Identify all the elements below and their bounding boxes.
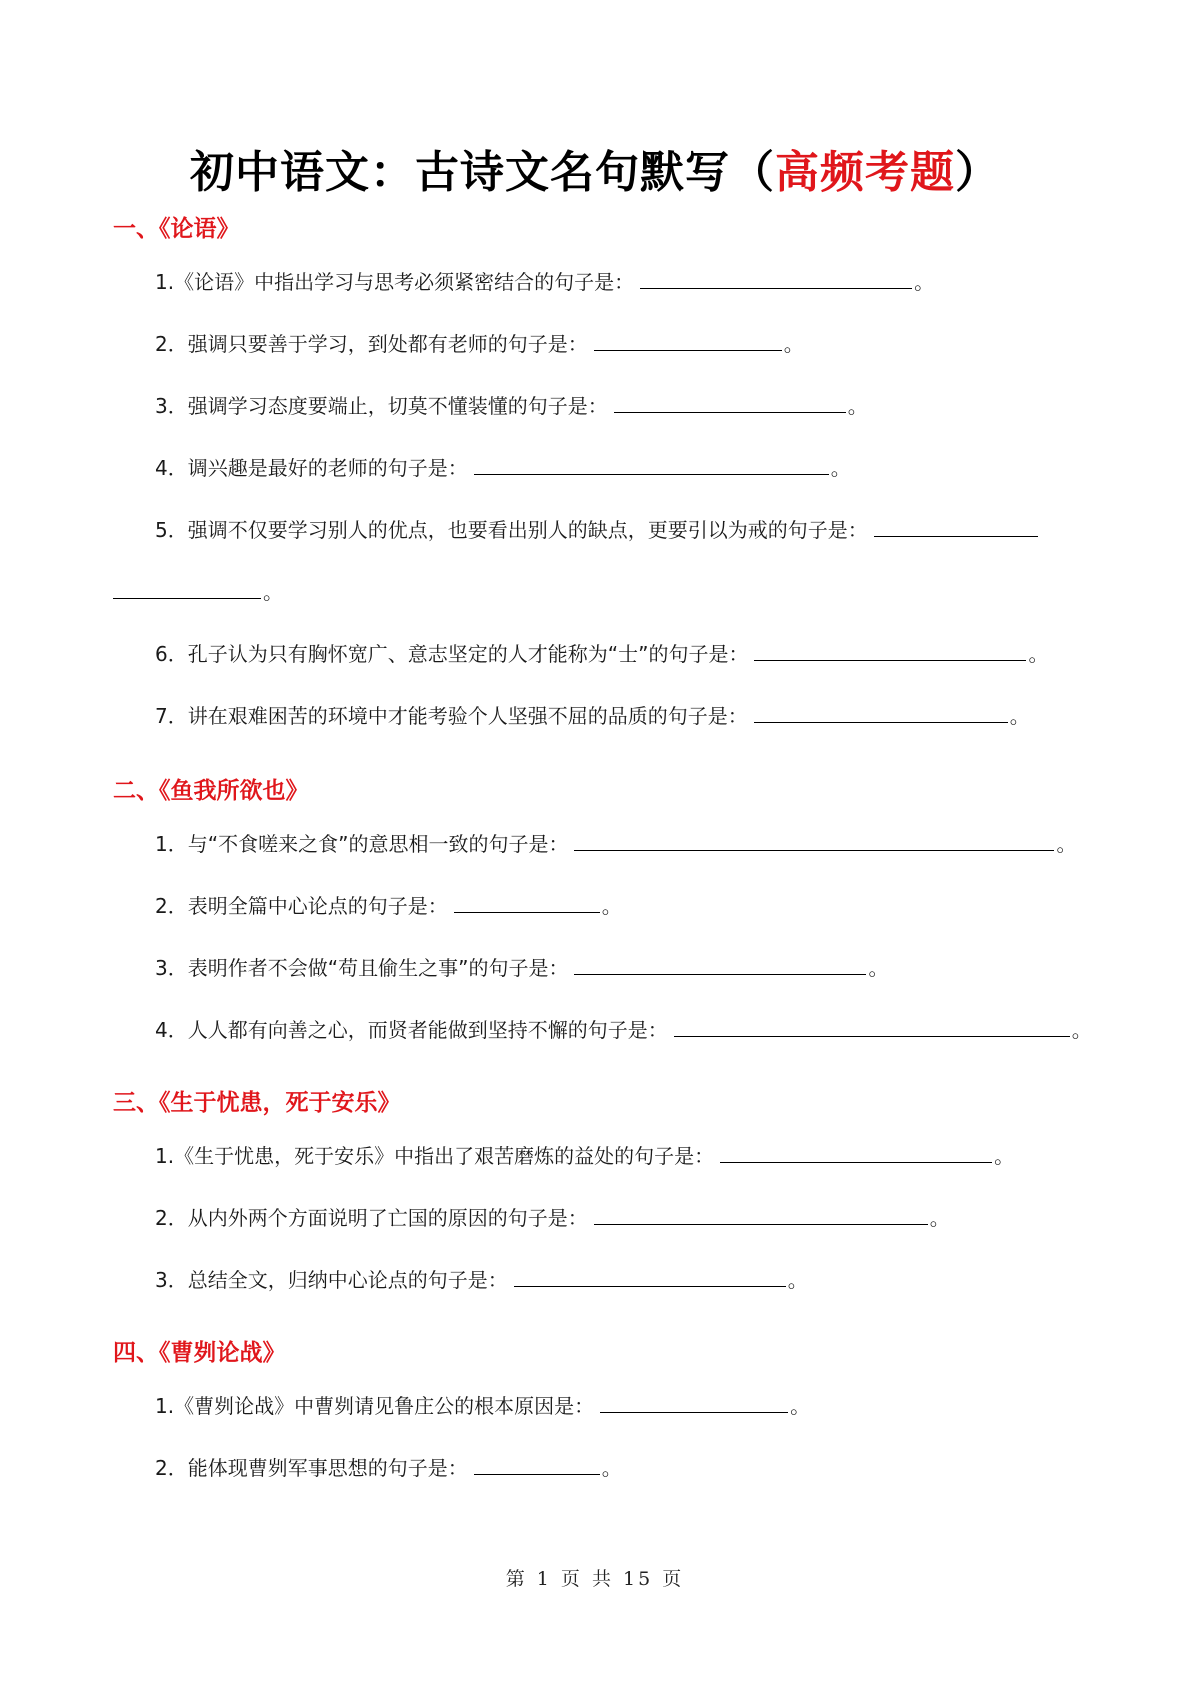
question-item: 1．与“不食嗟来之食”的意思相一致的句子是： 。: [155, 832, 1077, 856]
question-item: 3．强调学习态度要端止，切莫不懂装懂的句子是： 。: [155, 394, 868, 418]
answer-blank[interactable]: [594, 330, 782, 351]
section-heading-lunyu: 一、《论语》: [113, 216, 240, 242]
section-heading-caogui: 四、《曹刿论战》: [113, 1340, 286, 1366]
question-item: 4．调兴趣是最好的老师的句子是： 。: [155, 456, 851, 480]
answer-blank[interactable]: [474, 1454, 600, 1475]
answer-blank[interactable]: [754, 640, 1026, 661]
answer-blank[interactable]: [454, 892, 600, 913]
question-item: 2．能体现曹刿军事思想的句子是： 。: [155, 1456, 622, 1480]
answer-blank[interactable]: [874, 516, 1038, 537]
answer-blank[interactable]: [754, 702, 1008, 723]
question-item: 3．表明作者不会做“苟且偷生之事”的句子是： 。: [155, 956, 889, 980]
answer-blank[interactable]: [574, 830, 1054, 851]
title-highlight: 高频考题: [775, 147, 955, 198]
question-continuation: 。: [113, 578, 283, 606]
answer-blank[interactable]: [574, 954, 866, 975]
answer-blank[interactable]: [474, 454, 829, 475]
page-title: 初中语文：古诗文名句默写（高频考题）: [190, 147, 1000, 198]
answer-blank[interactable]: [674, 1016, 1070, 1037]
answer-blank[interactable]: [600, 1392, 788, 1413]
question-item: 5．强调不仅要学习别人的优点，也要看出别人的缺点，更要引以为戒的句子是：: [155, 516, 1040, 544]
section-heading-shengyuyouhuan: 三、《生于忧患，死于安乐》: [113, 1090, 401, 1116]
question-item: 2．表明全篇中心论点的句子是： 。: [155, 894, 622, 918]
question-item: 4．人人都有向善之心，而贤者能做到坚持不懈的句子是： 。: [155, 1018, 1092, 1042]
page-footer: 第 1 页 共 15 页: [505, 1568, 685, 1590]
question-item: 1.《曹刿论战》中曹刿请见鲁庄公的根本原因是： 。: [155, 1394, 811, 1418]
question-item: 3．总结全文，归纳中心论点的句子是： 。: [155, 1268, 808, 1292]
answer-blank[interactable]: [113, 578, 261, 599]
answer-blank[interactable]: [614, 392, 846, 413]
question-item: 2．从内外两个方面说明了亡国的原因的句子是： 。: [155, 1206, 950, 1230]
answer-blank[interactable]: [640, 268, 912, 289]
section-heading-yuwosuoyuye: 二、《鱼我所欲也》: [113, 778, 309, 804]
answer-blank[interactable]: [720, 1142, 992, 1163]
question-item: 2．强调只要善于学习，到处都有老师的句子是： 。: [155, 332, 804, 356]
answer-blank[interactable]: [594, 1204, 928, 1225]
question-item: 1.《论语》中指出学习与思考必须紧密结合的句子是： 。: [155, 270, 935, 294]
answer-blank[interactable]: [514, 1266, 786, 1287]
question-item: 6．孔子认为只有胸怀宽广、意志坚定的人才能称为“士”的句子是： 。: [155, 642, 1049, 666]
question-item: 7．讲在艰难困苦的环境中才能考验个人坚强不屈的品质的句子是： 。: [155, 704, 1030, 728]
question-item: 1.《生于忧患，死于安乐》中指出了艰苦磨炼的益处的句子是： 。: [155, 1144, 1015, 1168]
